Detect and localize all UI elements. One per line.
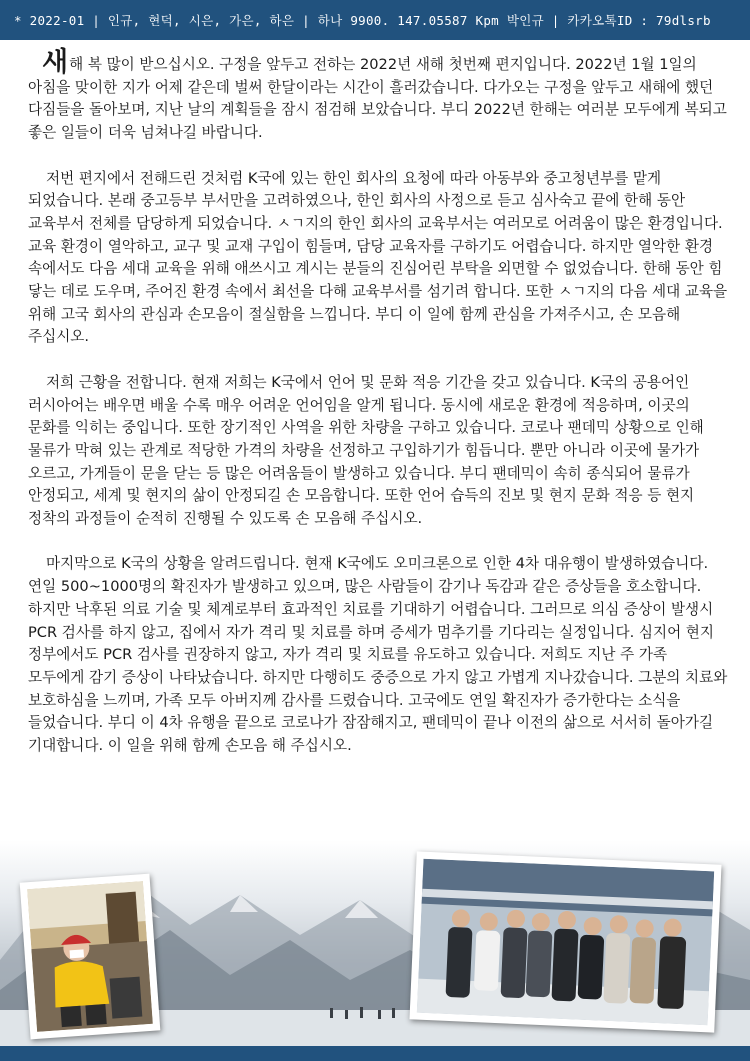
footer-bar: [0, 1046, 750, 1061]
drop-cap: 새: [42, 47, 69, 78]
paragraph-greeting-text: 해 복 많이 받으십시오. 구정을 앞두고 전하는 2022년 새해 첫번째 편지입니다. 2022년 1월 1일의 아침을 맞이한 지가 어제 같은데 벌써 한달이라는 시간이 흘러갔습니다. 다가오는 구정을 앞두고 새해에 했던 다짐들을 돌아보며, 지난 날의 계획들을 잠시 점검해 보았습니다. 부디 2022년 한해는 여러분 모두에게 복되고 좋은 일들이 더욱 넘쳐나길 바랍니다.: [28, 56, 727, 142]
header-text: * 2022-01 | 인규, 현덕, 시은, 가은, 하은 | 하나 9900. 147.05587 Kpm 박인규 | 카카오톡ID : 79dlsrb: [14, 13, 711, 28]
left-photo: [20, 874, 161, 1040]
right-photo: [409, 851, 721, 1032]
letter-body: [28, 47, 728, 780]
paragraph-ministry: 저번 편지에서 전해드린 것처럼 K국에 있는 한인 회사의 요청에 따라 아동부와 중고청년부를 맡게 되었습니다. 본래 중고등부 부서만을 고려하였으나, 한인 회사의 사정으로 듣고 심사숙고 끝에 한해 동안 교육부서 전체를 담당하게 되었습니다. ㅅㄱ지의 한인 회사의 교육부서는 여러모로 어려움이 많은 환경입니다. 교육 환경이 열악하고, 교구 및 교재 구입이 힘들며, 담당 교육자를 구하기도 어렵습니다. 하지만 열악한 환경 속에서도 다음 세대 교육을 위해 애쓰시고 계시는 분들의 진심어린 부탁을 외면할 수 없었습니다. 한해 동안 힘 닿는 데로 도우며, 주어진 환경 속에서 최선을 다해 교육부서를 섬기려 합니다. 또한 ㅅㄱ지의 다음 세대 교육을 위해 고국 회사의 관심과 손모음이 절실함을 느낍니다. 부디 이 일에 함께 관심을 가져주시고, 손 모음해 주십시오.: [28, 169, 728, 346]
paragraph-greeting: [28, 47, 728, 145]
group-photo-image: [417, 859, 714, 1026]
child-photo-image: [27, 881, 153, 1032]
paragraph-family-news: 저희 근황을 전합니다. 현재 저희는 K국에서 언어 및 문화 적응 기간을 갖고 있습니다. K국의 공용어인 러시아어는 배우면 배울 수록 매우 어려운 언어임을 알게 됩니다. 동시에 새로운 환경에 적응하며, 이곳의 문화를 익히는 중입니다. 또한 장기적인 사역을 위한 차량을 구하고 있습니다. 코로나 팬데믹 상황으로 인해 물류가 막혀 있는 관계로 적당한 가격의 차량을 선정하고 구입하기가 힘듭니다. 뿐만 아니라 이곳에 물가가 오르고, 가게들이 문을 닫는 등 많은 어려움들이 발생하고 있습니다. 부디 팬데믹이 속히 종식되어 물류가 안정되고, 세계 및 현지의 삶이 안정되길 손 모음합니다. 또한 언어 습득의 진보 및 현지 문화 적응 등 현지 정착의 과정들이 순적히 진행될 수 있도록 손 모음해 주십시오.: [28, 373, 704, 528]
paragraph-covid-situation: 마지막으로 K국의 상황을 알려드립니다. 현재 K국에도 오미크론으로 인한 4차 대유행이 발생하였습니다. 연일 500~1000명의 확진자가 발생하고 있으며, 많은 사람들이 감기나 독감과 같은 증상들을 호소합니다. 하지만 낙후된 의료 기술 및 체계로부터 효과적인 치료를 기대하기 어렵습니다. 그러므로 의심 증상이 발생시 PCR 검사를 하지 않고, 집에서 자가 격리 및 치료를 하며 증세가 멈추기를 기다리는 실정입니다. 심지어 현지 정부에서도 PCR 검사를 권장하지 않고, 자가 격리 및 치료를 유도하고 있습니다. 저희도 지난 주 가족 모두에게 감기 증상이 나타났습니다. 하지만 다행히도 중증으로 가지 않고 가볍게 지나갔습니다. 그분의 치료와 보호하심을 느끼며, 가족 모두 아버지께 감사를 드렸습니다. 고국에도 연일 확진자가 증가한다는 소식을 들었습니다. 부디 이 4차 유행을 끝으로 코로나가 잠잠해지고, 팬데믹이 끝나 이전의 삶으로 서서히 돌아가길 기대합니다. 이 일을 위해 함께 손모음 해 주십시오.: [28, 555, 728, 755]
header-banner: [0, 0, 750, 40]
